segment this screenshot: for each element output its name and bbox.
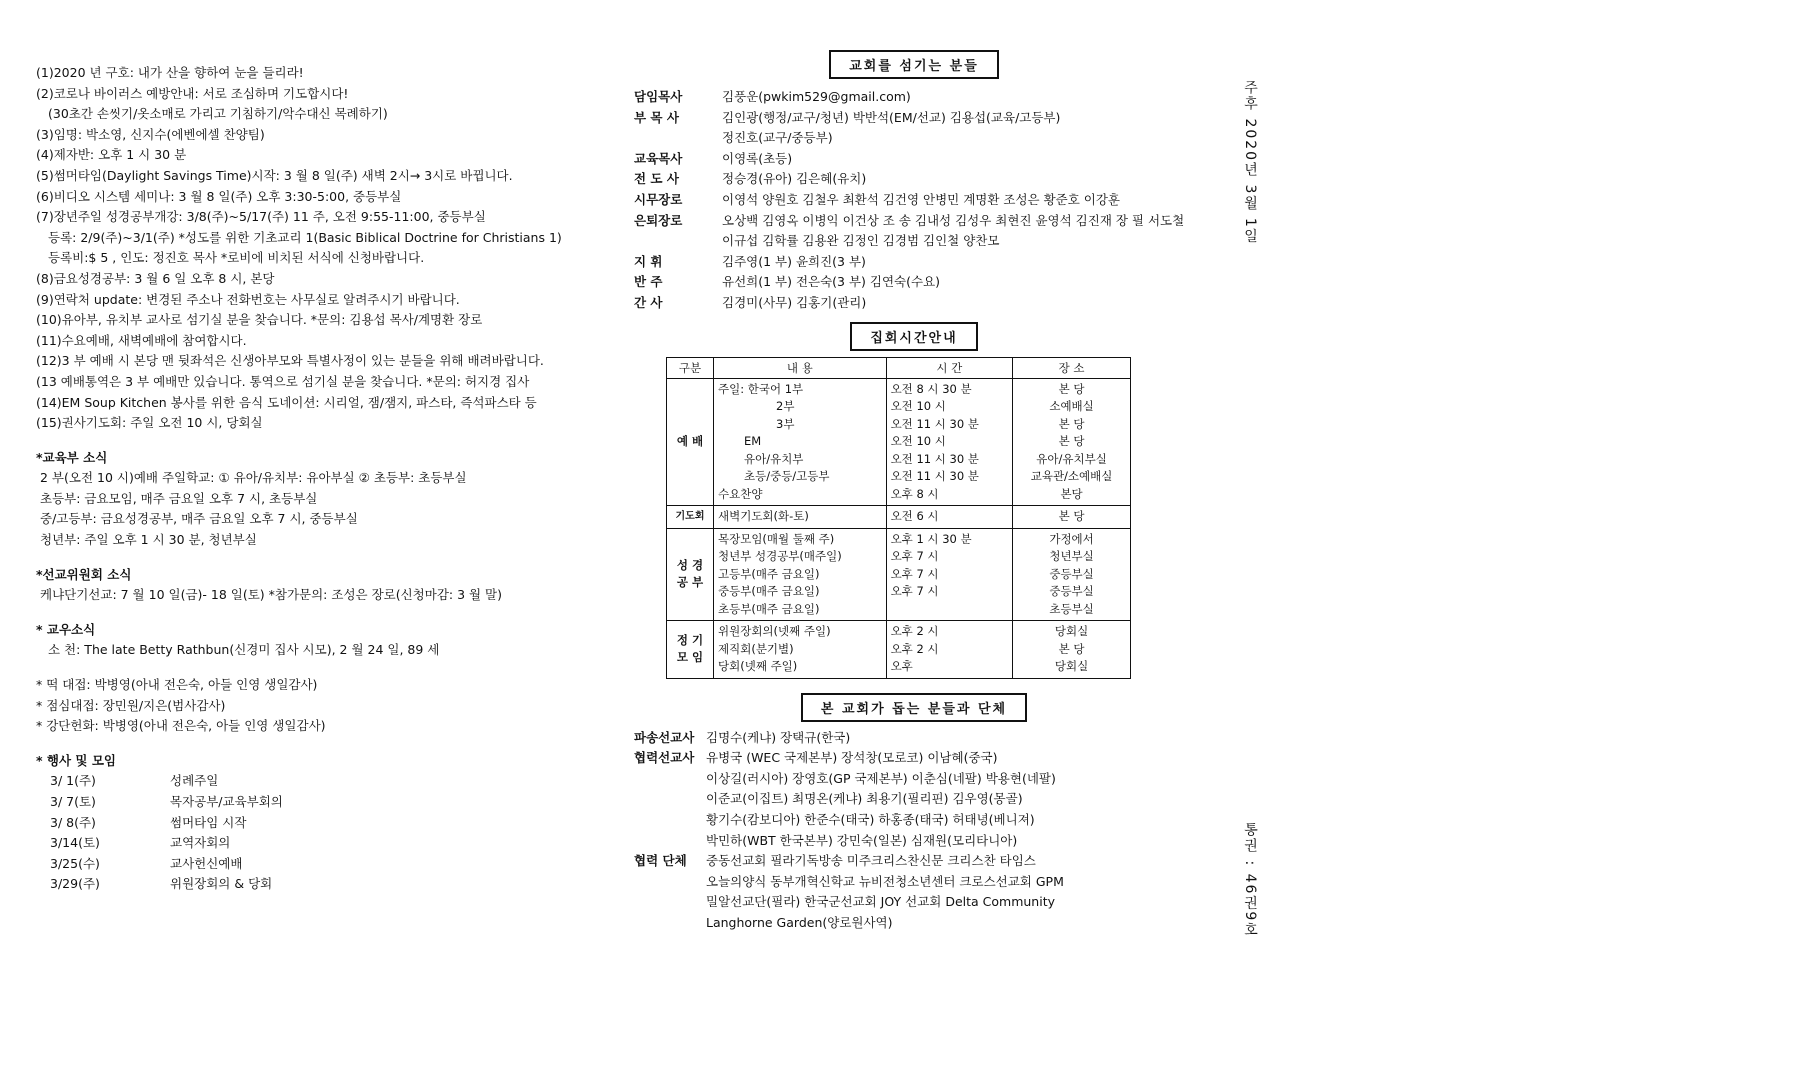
bulletin-date: 주후 2020년 3월 1일 (1242, 80, 1258, 245)
mission-role: 파송선교사 (634, 729, 695, 745)
section-heading: * 교우소식 (36, 621, 96, 637)
event-name: 성례주일 (170, 773, 219, 789)
staff-names: 김풍운(pwkim529@gmail.com) (722, 89, 911, 104)
staff-row (634, 169, 1194, 190)
news-line: 2 부(오전 10 시)예배 주일학교: ① 유아/유치부: 유아부실 ② 초등부: 초등부실 (40, 470, 467, 486)
issue-number: 통권 : 46권9호 (1242, 822, 1258, 939)
event-date: 3/14(토) (50, 835, 100, 851)
cell-line: 초등/중등/고등부 (744, 469, 830, 484)
section-heading: * 행사 및 모임 (36, 752, 116, 768)
staff-row (634, 272, 1194, 293)
announcement: 등록: 2/9(주)~3/1(주) *성도를 위한 기초교리 1(Basic Biblical Doctrine for Christians 1) (48, 229, 562, 245)
event-date: 3/ 7(토) (50, 794, 96, 809)
announcement: (1)2020 년 구호: 내가 산을 향하여 눈을 들리라! (36, 65, 304, 80)
event-row (36, 833, 626, 854)
place-cell (1013, 378, 1131, 506)
news-line: 소 천: The late Betty Rathbun(신경미 집사 시모), 2 월 24 일, 89 세 (48, 642, 440, 658)
cell-line: 오전 11 시 30 분 (890, 451, 979, 466)
news-line: 초등부: 금요모임, 매주 금요일 오후 7 시, 초등부실 (40, 490, 318, 506)
time-cell (886, 621, 1013, 679)
announcement: (13 예배통역은 3 부 예배만 있습니다. 통역으로 섬기실 분을 찾습니다. *문의: 허지경 집사 (36, 373, 530, 389)
staff-names: 정진호(교구/중등부) (722, 130, 833, 146)
cell-line: 오후 2 시 (890, 641, 939, 656)
place-cell (1013, 528, 1131, 621)
servants-title: 교회를 섬기는 분들 (829, 50, 999, 79)
event-date: 3/ 8(주) (50, 814, 96, 830)
announcement: (10)유아부, 유치부 교사로 섬기실 분을 찾습니다. *문의: 김용섭 목사/계명환 장로 (36, 312, 483, 328)
cell-line: 유아/유치부 (744, 451, 804, 466)
staff-row (634, 149, 1194, 170)
staff-role: 시무장로 (634, 191, 683, 207)
cell-line: 오후 1 시 30 분 (890, 531, 972, 546)
mission-news (36, 565, 626, 606)
missions-list (634, 728, 1194, 934)
mission-names: 이준교(이집트) 최명온(케냐) 최용기(필리핀) 김우영(몽골) (706, 791, 1023, 807)
event-row (36, 771, 626, 792)
mission-role: 협력 단체 (634, 853, 687, 869)
event-name: 교역자회의 (170, 835, 231, 851)
staff-row (634, 190, 1194, 211)
event-date: 3/25(수) (50, 855, 100, 871)
cell-line: 주일: 한국어 1부 (718, 381, 804, 396)
cell-line: 오후 7 시 (890, 584, 939, 599)
offering-line: * 떡 대접: 박병영(아내 전은숙, 아들 인영 생일감사) (36, 677, 318, 693)
staff-role: 간 사 (634, 294, 663, 310)
announcement: (15)권사기도회: 주일 오전 10 시, 당회실 (36, 415, 263, 431)
cell-line: 본당 (1060, 486, 1083, 501)
cell-line: 초등부실 (1049, 601, 1094, 616)
missions-title: 본 교회가 돕는 분들과 단체 (801, 693, 1027, 722)
column-header: 구분 (667, 357, 714, 378)
mission-row (634, 851, 1194, 933)
cell-line: 오후 2 시 (890, 624, 939, 639)
mission-names: 박민하(WBT 한국본부) 강민숙(일본) 심재원(모리타니아) (706, 832, 1018, 848)
content-cell (714, 378, 887, 506)
cell-line: 수요찬양 (718, 486, 763, 501)
announcement: (4)제자반: 오후 1 시 30 분 (36, 147, 187, 163)
cell-line: 본 당 (1058, 434, 1085, 449)
section-heading: *선교위원회 소식 (36, 566, 132, 582)
cell-line: 오전 8 시 30 분 (890, 381, 972, 396)
cell-line: 목장모임(매월 둘째 주) (718, 531, 835, 546)
announcement: (12)3 부 예배 시 본당 맨 뒷좌석은 신생아부모와 특별사정이 있는 분들을 위해 배려바랍니다. (36, 353, 544, 369)
announcement: 등록비:$ 5 , 인도: 정진호 목사 *로비에 비치된 서식에 신청바랍니다. (48, 250, 425, 266)
announcement: (3)임명: 박소영, 신지수(에벤에셀 찬양팀) (36, 126, 265, 142)
staff-role: 지 휘 (634, 253, 663, 269)
staff-row (634, 252, 1194, 273)
cell-line: 당회실 (1054, 624, 1089, 639)
mission-role: 협력선교사 (634, 750, 695, 766)
event-name: 목자공부/교육부회의 (170, 794, 283, 809)
cell-line: 오후 7 시 (890, 566, 939, 581)
announcement: (6)비디오 시스템 세미나: 3 월 8 일(주) 오후 3:30-5:00, 중등부실 (36, 188, 402, 204)
staff-row (634, 211, 1194, 252)
cell-line: 오전 10 시 (890, 399, 946, 414)
announcement: (8)금요성경공부: 3 월 6 일 오후 8 시, 본당 (36, 270, 275, 286)
column-header: 장 소 (1013, 357, 1131, 378)
mission-names: 오늘의양식 동부개혁신학교 뉴비전청소년센터 크로스선교회 GPM (706, 873, 1064, 889)
mission-row (634, 728, 1194, 749)
category-cell: 정 기 모 임 (667, 621, 714, 679)
cell-line: 청년부실 (1049, 549, 1094, 564)
staff-names: 김경미(사무) 김홍기(관리) (722, 294, 867, 310)
time-cell (886, 378, 1013, 506)
announcement: (5)썸머타임(Daylight Savings Time)시작: 3 월 8 일(주) 새벽 2시→ 3시로 바뀝니다. (36, 167, 513, 183)
staff-role: 담임목사 (634, 89, 683, 104)
staff-role: 전 도 사 (634, 171, 679, 187)
right-column (634, 50, 1194, 933)
event-date: 3/29(주) (50, 876, 100, 892)
table-row (667, 528, 1131, 621)
news-line: 중/고등부: 금요성경공부, 매주 금요일 오후 7 시, 중등부실 (40, 511, 358, 527)
staff-names: 오상백 김영옥 이병익 이건상 조 송 김내성 김성우 최현진 윤영석 김진재 장 필 서도철 이규섭 김학률 김용완 김정인 김경범 김인철 양찬모 (722, 212, 1185, 249)
staff-role: 반 주 (634, 274, 663, 290)
time-cell: 오전 6 시 (886, 506, 1013, 529)
cell-line: EM (744, 434, 762, 449)
servants-list (634, 87, 1194, 314)
cell-line: 본 당 (1058, 641, 1085, 656)
cell-line: 청년부 성경공부(매주일) (718, 549, 842, 564)
mission-names: 밀알선교단(필라) 한국군선교회 JOY 선교회 Delta Community (706, 894, 1055, 910)
cell-line: 본 당 (1058, 416, 1085, 431)
category-cell: 예 배 (667, 378, 714, 506)
cell-line: 오후 (890, 659, 913, 674)
place-cell: 본 당 (1013, 506, 1131, 529)
events (36, 751, 626, 895)
cell-line: 당회실 (1054, 659, 1089, 674)
content-cell (714, 621, 887, 679)
announcement: (2)코로나 바이러스 예방안내: 서로 조심하며 기도합시다! (36, 85, 349, 101)
announcement: (14)EM Soup Kitchen 봉사를 위한 음식 도네이션: 시리얼, 잼/잼지, 파스타, 즉석파스타 등 (36, 394, 537, 410)
content-cell: 새벽기도회(화-토) (714, 506, 887, 529)
education-news (36, 448, 626, 551)
staff-role (634, 128, 722, 149)
cell-line: 당회(넷째 주일) (718, 659, 798, 674)
left-column (36, 63, 626, 895)
mission-names: 황기수(캄보디아) 한준수(태국) 하홍종(태국) 허태녕(베니져) (706, 811, 1035, 827)
cell-line: 오전 11 시 30 분 (890, 469, 979, 484)
mission-names: 이상길(러시아) 장영호(GP 국제본부) 이춘심(네팔) 박용현(네팔) (706, 770, 1056, 786)
table-header-row (667, 357, 1131, 378)
cell-line: 초등부(매주 금요일) (718, 601, 820, 616)
staff-names: 김인광(행정/교구/청년) 박반석(EM/선교) 김용섭(교육/고등부) (722, 109, 1061, 125)
staff-role: 부 목 사 (634, 109, 679, 125)
column-header: 내 용 (714, 357, 887, 378)
mission-names: 유병국 (WEC 국제본부) 장석창(모로코) 이남혜(중국) (706, 750, 998, 766)
offerings (36, 675, 626, 737)
offering-line: * 점심대접: 장민원/지은(범사감사) (36, 697, 226, 713)
announcements (36, 63, 626, 434)
staff-names: 유선희(1 부) 전은숙(3 부) 김연숙(수요) (722, 274, 941, 290)
cell-line: 중등부실 (1049, 566, 1094, 581)
content-cell (714, 528, 887, 621)
cell-line: 교육관/소예배실 (1030, 469, 1113, 484)
section-heading: *교육부 소식 (36, 449, 108, 465)
staff-names: 이영록(초등) (722, 150, 793, 166)
staff-names: 이영석 양원호 김철우 최환석 김건영 안병민 계명환 조성은 황준호 이강훈 (722, 191, 1121, 207)
staff-names: 정승경(유아) 김은혜(유치) (722, 171, 867, 187)
member-news (36, 620, 626, 661)
announcement: (7)장년주일 성경공부개강: 3/8(주)~5/17(주) 11 주, 오전 9:55-11:00, 중등부실 (36, 209, 486, 225)
cell-line: 2부 (776, 399, 795, 414)
cell-line: 가정에서 (1049, 531, 1094, 546)
announcement: (30초간 손씻기/옷소매로 가리고 기침하기/악수대신 목례하기) (48, 106, 388, 122)
offering-line: * 강단헌화: 박병영(아내 전은숙, 아들 인영 생일감사) (36, 718, 326, 734)
table-row (667, 506, 1131, 529)
cell-line: 중등부실 (1049, 584, 1094, 599)
cell-line: 위원장회의(넷째 주일) (718, 624, 831, 639)
news-line: 케냐단기선교: 7 월 10 일(금)- 18 일(토) *참가문의: 조성은 장로(신청마감: 3 월 말) (40, 587, 503, 603)
category-cell: 기도회 (667, 506, 714, 529)
cell-line: 오전 11 시 30 분 (890, 416, 979, 431)
staff-row (634, 87, 1194, 108)
staff-row (634, 108, 1194, 129)
cell-line: 유아/유치부실 (1036, 451, 1107, 466)
schedule-table (666, 357, 1131, 679)
mission-row (634, 748, 1194, 851)
cell-line: 중등부(매주 금요일) (718, 584, 820, 599)
cell-line: 오전 10 시 (890, 434, 946, 449)
announcement: (11)수요예배, 새벽예배에 참여합시다. (36, 332, 247, 348)
staff-role: 은퇴장로 (634, 212, 683, 228)
event-row (36, 792, 626, 813)
table-row (667, 378, 1131, 506)
event-row (36, 874, 626, 895)
staff-role: 교육목사 (634, 150, 683, 166)
event-name: 위원장회의 & 당회 (170, 876, 273, 892)
event-row (36, 813, 626, 834)
cell-line: 본 당 (1058, 381, 1085, 396)
cell-line: 소예배실 (1049, 399, 1094, 414)
event-date: 3/ 1(주) (50, 773, 96, 789)
mission-names: 김명수(케냐) 장택규(한국) (706, 729, 851, 745)
news-line: 청년부: 주일 오후 1 시 30 분, 청년부실 (40, 532, 257, 548)
event-name: 썸머타임 시작 (170, 814, 247, 830)
staff-row (634, 128, 1194, 149)
cell-line: 오후 8 시 (890, 486, 939, 501)
place-cell (1013, 621, 1131, 679)
staff-row (634, 293, 1194, 314)
category-cell: 성 경 공 부 (667, 528, 714, 621)
cell-line: 고등부(매주 금요일) (718, 566, 820, 581)
event-row (36, 854, 626, 875)
staff-names: 김주영(1 부) 윤희진(3 부) (722, 253, 866, 269)
column-header: 시 간 (886, 357, 1013, 378)
table-row (667, 621, 1131, 679)
cell-line: 오후 7 시 (890, 549, 939, 564)
time-cell (886, 528, 1013, 621)
schedule-title: 집회시간안내 (850, 322, 977, 351)
announcement: (9)연락처 update: 변경된 주소나 전화번호는 사무실로 알려주시기 바랍니다. (36, 291, 460, 307)
event-name: 교사헌신예배 (170, 855, 243, 871)
mission-names: 중동선교회 필라기독방송 미주크리스찬신문 크리스찬 타임스 (706, 853, 1036, 869)
cell-line: 3부 (776, 416, 795, 431)
mission-names: Langhorne Garden(양로원사역) (706, 914, 893, 930)
cell-line: 제직회(분기별) (718, 641, 794, 656)
